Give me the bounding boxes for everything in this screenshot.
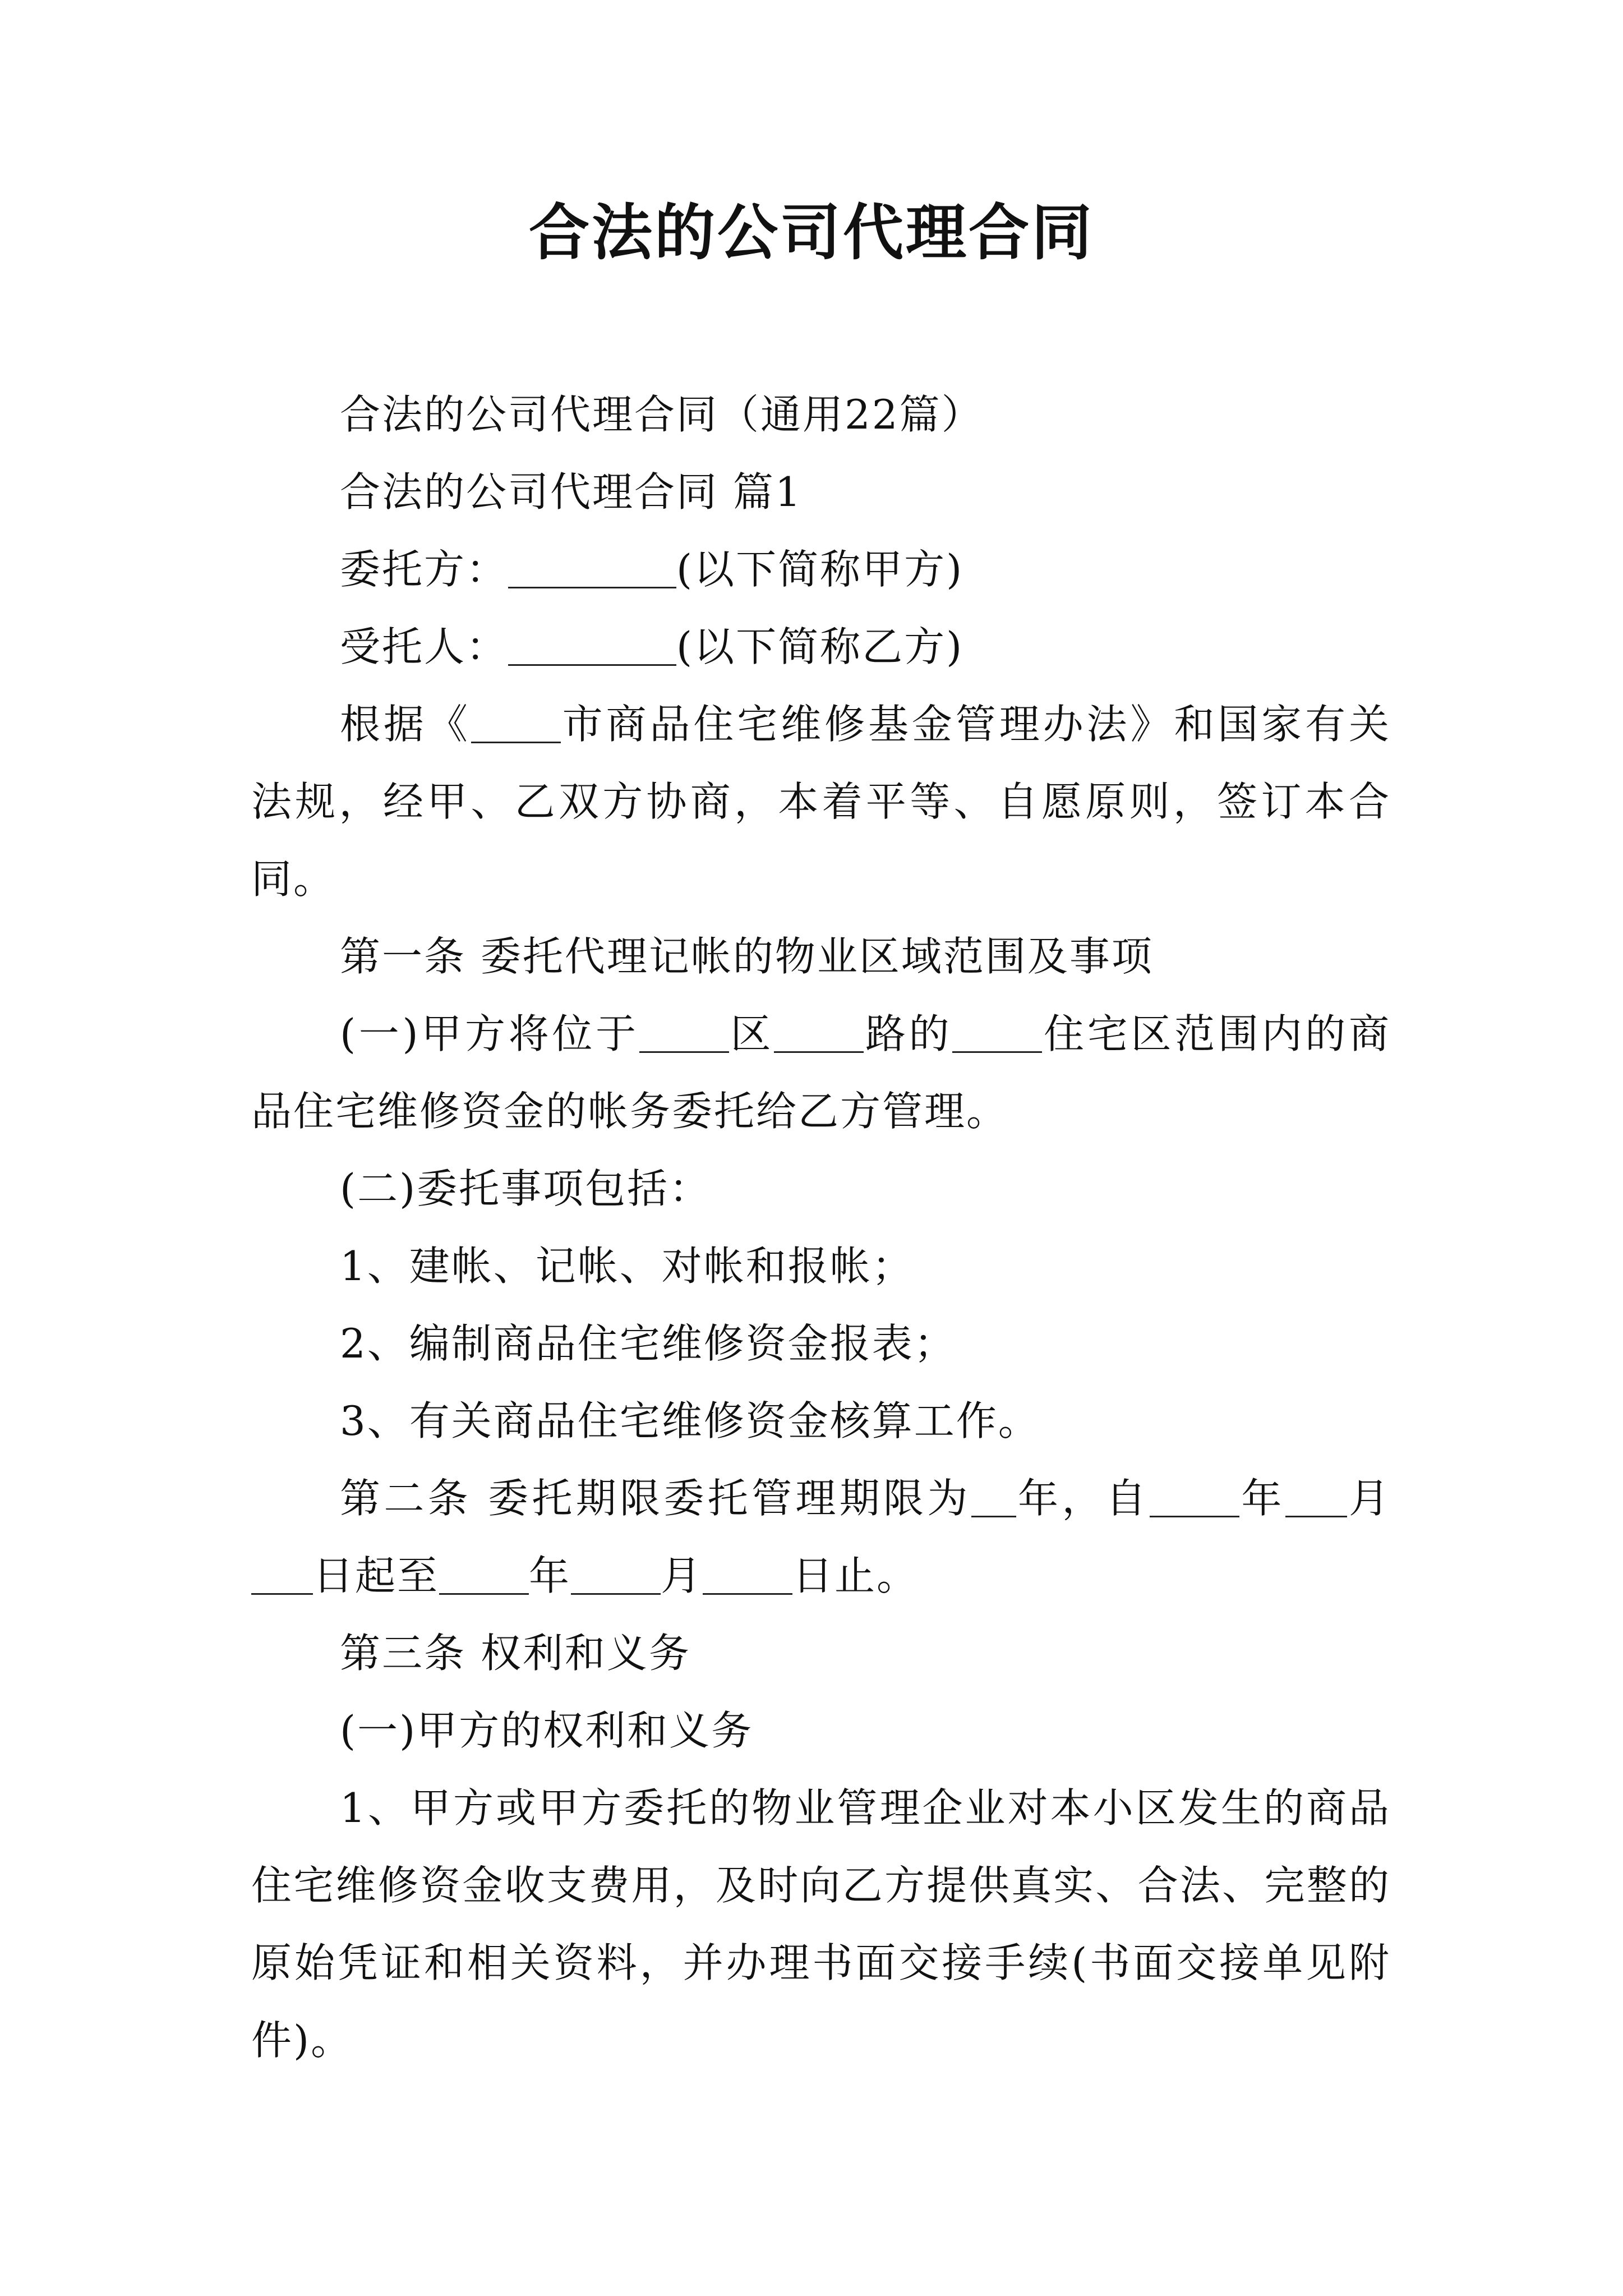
blank-line [971,1475,1016,1517]
blank-line [703,1553,792,1595]
blank-line [471,701,561,743]
principal-line: 委托方： (以下简称甲方) [340,546,964,593]
list-item: 3、有关商品住宅维修资金核算工作。 [340,1397,1040,1444]
article-paragraph: 第二条 委托期限委托管理期限为 年，自 年 月日起至 年 月 日止。 [251,1460,1391,1614]
blank-line [639,1011,729,1053]
agent-line: 受托人： (以下简称乙方) [340,623,964,670]
preamble-paragraph: 根据《 市商品住宅维修基金管理办法》和国家有关法规，经甲、乙双方协商，本着平等、自愿原则，签订本合同。 [251,701,1391,903]
clause-paragraph: 1、甲方或甲方委托的物业管理企业对本小区发生的商品住宅维修资金收支费用，及时向乙方提供真实、合法、完整的原始凭证和相关资料，并办理书面交接手续(书面交接单见附件)。 [251,1784,1391,2064]
blank-line [952,1011,1042,1053]
article-heading: 第一条 委托代理记帐的物业区域范围及事项 [340,933,1154,980]
article-heading: 第三条 权利和义务 [340,1630,691,1677]
document-title: 合法的公司代理合同 [528,197,1094,268]
blank-line [251,1553,313,1595]
blank-line [571,1553,661,1595]
blank-line [508,546,676,588]
blank-line [508,624,676,666]
blank-line [439,1553,529,1595]
clause-heading: (一)甲方的权利和义务 [340,1707,754,1754]
subtitle-paragraph: 合法的公司代理合同（通用22篇） [340,391,984,438]
list-item: 2、编制商品住宅维修资金报表； [340,1320,956,1367]
section-heading: 合法的公司代理合同 篇1 [340,468,803,516]
list-item: 1、建帐、记帐、对帐和报帐； [340,1243,914,1290]
blank-line [1150,1475,1239,1517]
clause-paragraph: (二)委托事项包括： [340,1165,712,1212]
blank-line [1285,1475,1347,1517]
clause-paragraph: (一)甲方将位于 区 路的 住宅区范围内的商品住宅维修资金的帐务委托给乙方管理。 [251,1010,1391,1135]
blank-line [774,1011,864,1053]
document-body [251,376,1391,2079]
